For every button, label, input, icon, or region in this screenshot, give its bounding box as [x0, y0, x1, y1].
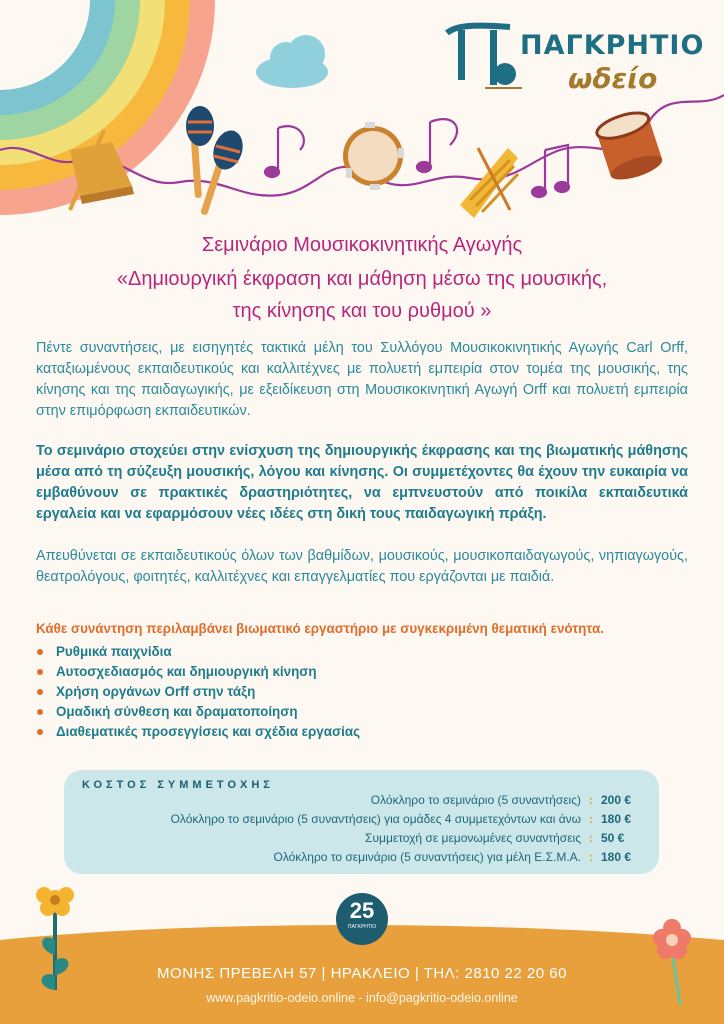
topics-list — [36, 642, 360, 742]
page-subtitle-line1: «Δημιουργική έκφραση και μάθηση μέσω της μουσικής, — [116, 268, 608, 290]
maracas-icon — [186, 106, 247, 216]
list-item — [36, 682, 360, 702]
cost-price: 200 € — [601, 793, 632, 807]
cost-label: Ολόκληρο το σεμινάριο (5 συναντήσεις) — [370, 793, 581, 807]
cost-label: Συμμετοχή σε μεμονωμένες συναντήσεις — [365, 831, 581, 845]
drum-icon — [594, 108, 665, 185]
brand-name: ΠΑΓΚΡΗΤΙΟ — [520, 30, 705, 61]
topic-label: Διαθεματικές προσεγγίσεις και σχέδια εργασίας — [56, 724, 361, 739]
music-note-icon — [265, 119, 569, 197]
cost-label: Ολόκληρο το σεμινάριο (5 συναντήσεις) για μέλη Ε.Σ.Μ.Α. — [273, 850, 581, 864]
footer-web-links[interactable]: www.pagkritio-odeio.online - info@pagkritio-odeio.online — [206, 991, 518, 1005]
workshop-lead: Κάθε συνάντηση περιλαμβάνει βιωματικό εργαστήριο με συγκεκριμένη θεματική ενότητα. — [36, 621, 604, 636]
list-item — [36, 642, 360, 662]
list-item — [36, 722, 360, 742]
footer-address: ΜΟΝΗΣ ΠΡΕΒΕΛΗ 57 | ΗΡΑΚΛΕΙΟ | ΤΗΛ: 2810 22 20 60 — [157, 965, 567, 982]
cost-heading: ΚΟΣΤΟΣ ΣΥΜΜΕΤΟΧΗΣ — [82, 779, 274, 791]
topic-label: Ρυθμικά παιχνίδια — [56, 644, 172, 659]
bullet-icon — [37, 649, 43, 655]
page-subtitle-line2: της κίνησης και του ρυθμού » — [232, 300, 492, 322]
tambourine-icon — [343, 122, 404, 190]
bullet-icon — [37, 709, 43, 715]
intro-paragraph: Πέντε συναντήσεις, με εισηγητές τακτικά μέλη του Συλλόγου Μουσικοκινητικής Αγωγής Carl Orff, καταξιωμένους εκπαιδευτικούς και καλλιτέχνες με πολυετή εμπειρία στον τομέα της μουσικής, της κίνησης και της παιδαγωγικής, με εξειδίκευση στη Μουσικοκινητική Αγωγή Orff και πολυετή εμπειρία στην επιμόρφωση εκπαιδευτικών. — [36, 340, 688, 419]
cost-box — [64, 770, 659, 874]
cost-row — [365, 828, 639, 848]
list-item — [36, 662, 360, 682]
topic-label: Αυτοσχεδιασμός και δημιουργική κίνηση — [56, 664, 317, 679]
cost-separator: : — [589, 850, 593, 864]
cost-separator: : — [589, 812, 593, 826]
bullet-icon — [37, 729, 43, 735]
cost-row — [273, 847, 639, 867]
cloud-icon — [256, 35, 328, 88]
bullet-icon — [37, 669, 43, 675]
page-title: Σεμινάριο Μουσικοκινητικής Αγωγής — [201, 234, 523, 256]
xylophone-icon — [460, 148, 518, 218]
bullet-icon — [37, 689, 43, 695]
topic-label: Χρήση οργάνων Orff στην τάξη — [56, 684, 256, 699]
brand-subtitle: ωδείο — [568, 62, 658, 95]
cost-row — [171, 809, 639, 829]
cost-separator: : — [589, 831, 593, 845]
cost-price: 50 € — [601, 831, 625, 845]
cost-price: 180 € — [601, 850, 632, 864]
cost-label: Ολόκληρο το σεμινάριο (5 συναντήσεις) για ομάδες 4 συμμετεχόντων και άνω — [170, 812, 581, 826]
cost-price: 180 € — [601, 812, 632, 826]
pi-logo-icon — [447, 26, 522, 88]
aim-paragraph: Το σεμινάριο στοχεύει στην ενίσχυση της δημιουργικής έκφρασης και της βιωματικής μάθησης μέσα από τη σύζευξη μουσικής, λόγου και κίνησης. Οι συμμετέχοντες θα έχουν την ευκαιρία να εμβαθύνουν σε πρακτικές δραστηριότητες, να εμπνευστούν από ποικίλα εκπαιδευτικά εργαλεία και να εφαρμόσουν νέες ιδέες στη δική τους παιδαγωγική πράξη. — [36, 443, 688, 522]
badge-number: 25 — [349, 898, 375, 923]
list-item — [36, 702, 360, 722]
badge-caption: ΠΑΓΚΡΗΤΙΟ — [347, 924, 377, 930]
cost-row — [371, 790, 639, 810]
topic-label: Ομαδική σύνθεση και δραματοποίηση — [56, 704, 298, 719]
audience-paragraph: Απευθύνεται σε εκπαιδευτικούς όλων των βαθμίδων, μουσικούς, μουσικοπαιδαγωγούς, νηπιαγωγούς, θεατρολόγους, φοιτητές, καλλιτέχνες και επαγγελματίες που εργάζονται με παιδιά. — [36, 548, 688, 585]
cost-separator: : — [589, 793, 593, 807]
